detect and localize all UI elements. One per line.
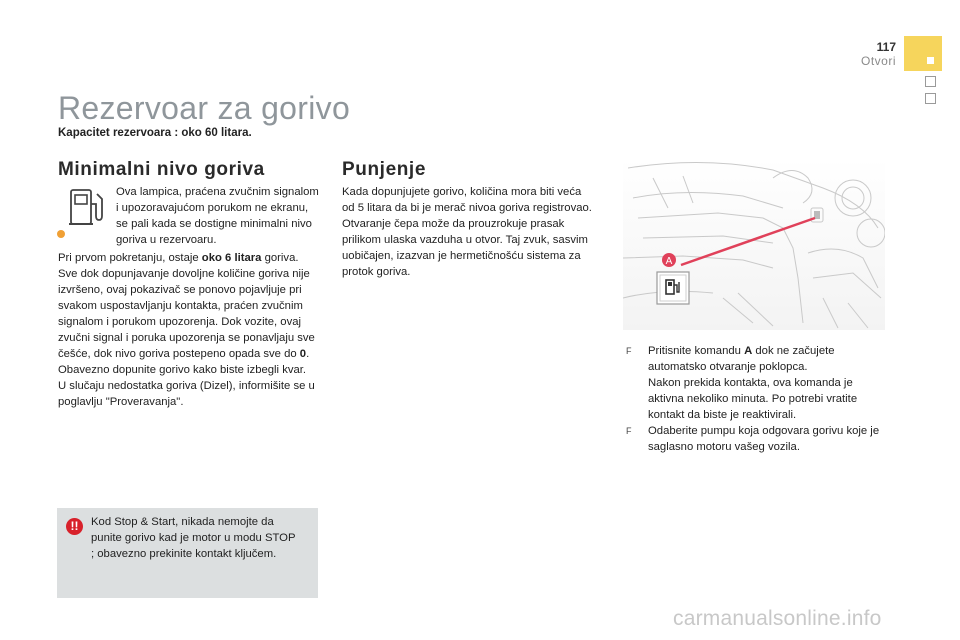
section-tab-empty-1[interactable] — [925, 76, 936, 87]
section-label: Otvori — [860, 54, 896, 68]
section-tab-active[interactable] — [904, 36, 942, 71]
section-tab-marker — [927, 57, 934, 64]
warning-exclamation-icon: !! — [66, 518, 83, 535]
refuelling-paragraph-1: Kada dopunjujete gorivo, količina mora biti veća od 5 litara da bi je merač nivoa goriva registrovao. — [342, 186, 592, 214]
refuel-warning-text: Sve dok dopunjavanje dovoljne količine goriva nije izvršeno, ovaj pokazivač se ponovo pojavljuje pri svakom uspostavljanju kontakta, praćen zvučnim signalom i porukom upozorenja. Dok vozite, ovaj zvučni signal i poruka upozorenja se ponavljaju sve češće, dok nivo goriva postepeno opada sve do 0. — [58, 268, 315, 360]
list-item: F Odaberite pumpu koja odgovara gorivu koje je saglasno motoru vašeg vozila. — [626, 425, 880, 453]
stop-start-warning-text: Kod Stop & Start, nikada nemojte da punite gorivo kad je motor u modu STOP ; obavezno prekinite kontakt ključem. — [91, 516, 296, 560]
step-bullet: F — [626, 346, 632, 356]
section-tab-empty-2[interactable] — [925, 93, 936, 104]
page-number: 117 — [876, 40, 896, 54]
section-heading-minimal-level: Minimalni nivo goriva — [58, 159, 265, 180]
watermark: carmanualsonline.info — [673, 607, 882, 630]
page-title: Rezervoar za gorivo — [58, 90, 351, 126]
section-heading-refuelling: Punjenje — [342, 159, 426, 180]
step-bullet: F — [626, 426, 632, 436]
first-start-text: Pri prvom pokretanju, ostaje oko 6 litara goriva. — [58, 252, 299, 264]
capacity-note: Kapacitet rezervoara : oko 60 litara. — [58, 127, 252, 139]
step-note: Nakon prekida kontakta, ova komanda je aktivna nekoliko minuta. Po potrebi vratite kontakt da biste je reaktivirali. — [648, 377, 858, 421]
diesel-note-text: U slučaju nedostatka goriva (Dizel), informišite se u poglavlju "Proveravanja". — [58, 380, 315, 408]
list-item: F Pritisnite komandu A dok ne začujete automatsko otvaranje poklopca. Nakon prekida kontakta, ova komanda je aktivna nekoliko minuta. Po potrebi vratite kontakt da biste je reaktivirali. — [624, 343, 886, 423]
instruction-steps — [624, 343, 886, 455]
refuelling-text — [342, 184, 592, 280]
fuel-pump-icon — [68, 186, 110, 228]
dashboard-fuel-flap-illustration — [623, 158, 885, 330]
callout-a-label: A — [665, 256, 673, 267]
indicator-lamp-dot — [57, 230, 65, 238]
fuel-flap-button-inset — [657, 272, 689, 304]
must-refuel-text: Obavezno dopunite gorivo kako biste izbegli kvar. — [58, 364, 307, 376]
minimal-body-text — [58, 250, 323, 410]
minimal-intro-text: Ova lampica, praćena zvučnim signalom i upozoravajućom porukom ne ekranu, se pali kada se dostigne minimalni nivo goriva u rezervoaru. — [116, 186, 319, 246]
refuelling-paragraph-2: Otvaranje čepa može da prouzrokuje prasak prilikom ulaska vazduha u otvor. Taj zvuk, sasvim uobičajen, izazvan je hermetičnošću sistema za protok goriva. — [342, 218, 588, 278]
